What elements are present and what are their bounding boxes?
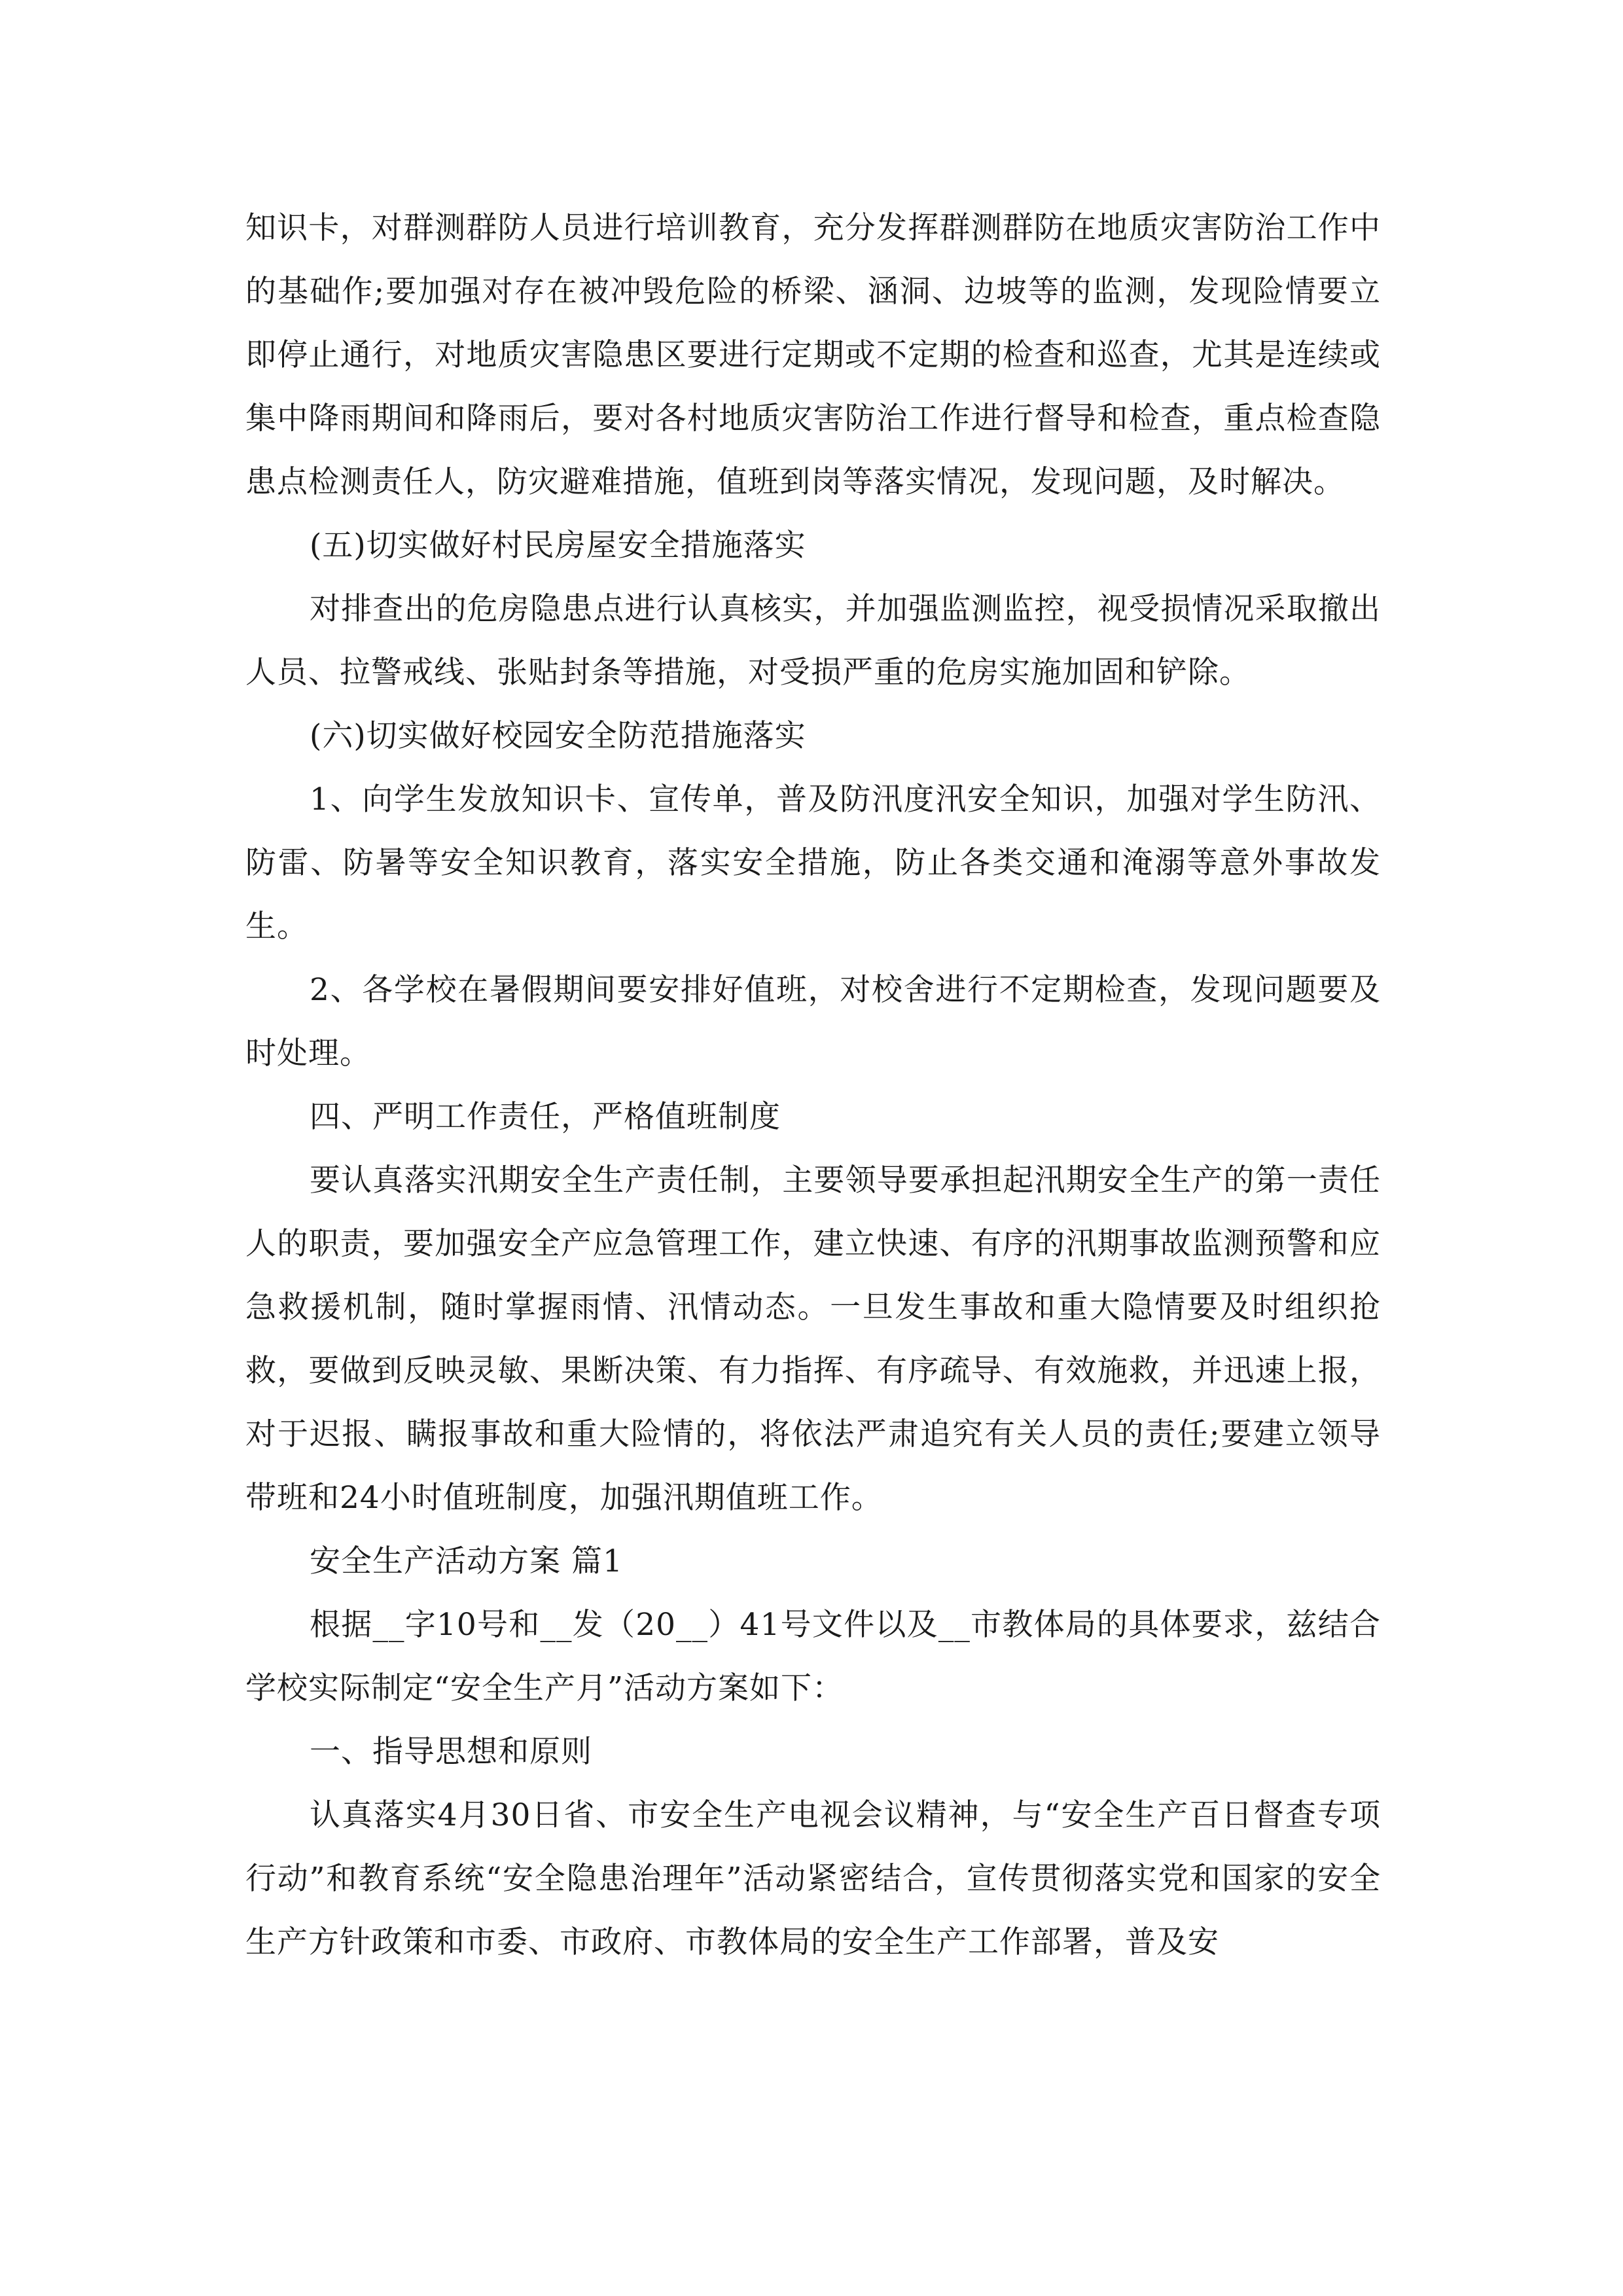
paragraph-dangerous-houses: 对排查出的危房隐患点进行认真核实，并加强监测监控，视受损情况采取撤出人员、拉警戒线、张贴封条等措施，对受损严重的危房实施加固和铲除。 — [245, 591, 1381, 691]
heading-section-six: (六)切实做好校园安全防范措施落实 — [310, 718, 806, 754]
paragraph-item-2: 2、各学校在暑假期间要安排好值班，对校舍进行不定期检查，发现问题要及时处理。 — [245, 972, 1381, 1071]
paragraph-plan-basis: 根据__字10号和__发（20__）41号文件以及__市教体局的具体要求，兹结合学校实际制定“安全生产月”活动方案如下： — [245, 1607, 1381, 1706]
heading-section-five: (五)切实做好村民房屋安全措施落实 — [310, 528, 806, 564]
paragraph-continued-disaster-prevention: 知识卡，对群测群防人员进行培训教育，充分发挥群测群防在地质灾害防治工作中的基础作;要加强对存在被冲毁危险的桥梁、涵洞、边坡等的监测，发现险情要立即停止通行，对地质灾害隐患区要进行定期或不定期的检查和巡查，尤其是连续或集中降雨期间和降雨后，要对各村地质灾害防治工作进行督导和检查，重点检查隐患点检测责任人，防灾避难措施，值班到岗等落实情况，发现问题，及时解决。 — [245, 210, 1381, 500]
paragraph-responsibility: 要认真落实汛期安全生产责任制，主要领导要承担起汛期安全生产的第一责任人的职责，要加强安全产应急管理工作，建立快速、有序的汛期事故监测预警和应急救援机制，随时掌握雨情、汛情动态。一旦发生事故和重大隐情要及时组织抢救，要做到反映灵敏、果断决策、有力指挥、有序疏导、有效施救，并迅速上报，对于迟报、瞒报事故和重大险情的，将依法严肃追究有关人员的责任;要建立领导带班和24小时值班制度，加强汛期值班工作。 — [245, 1162, 1381, 1516]
heading-guiding-ideology: 一、指导思想和原则 — [310, 1734, 592, 1770]
paragraph-item-1: 1、向学生发放知识卡、宣传单，普及防汛度汛安全知识，加强对学生防汛、防雷、防暑等安全知识教育，落实安全措施，防止各类交通和淹溺等意外事故发生。 — [245, 781, 1381, 944]
heading-section-four: 四、严明工作责任，严格值班制度 — [310, 1099, 781, 1135]
document-body — [245, 196, 1381, 1974]
heading-plan-title: 安全生产活动方案 篇1 — [310, 1543, 623, 1579]
paragraph-guiding-ideology: 认真落实4月30日省、市安全生产电视会议精神，与“安全生产百日督查专项行动”和教育系统“安全隐患治理年”活动紧密结合，宣传贯彻落实党和国家的安全生产方针政策和市委、市政府、市教体局的安全生产工作部署，普及安 — [245, 1797, 1381, 1960]
